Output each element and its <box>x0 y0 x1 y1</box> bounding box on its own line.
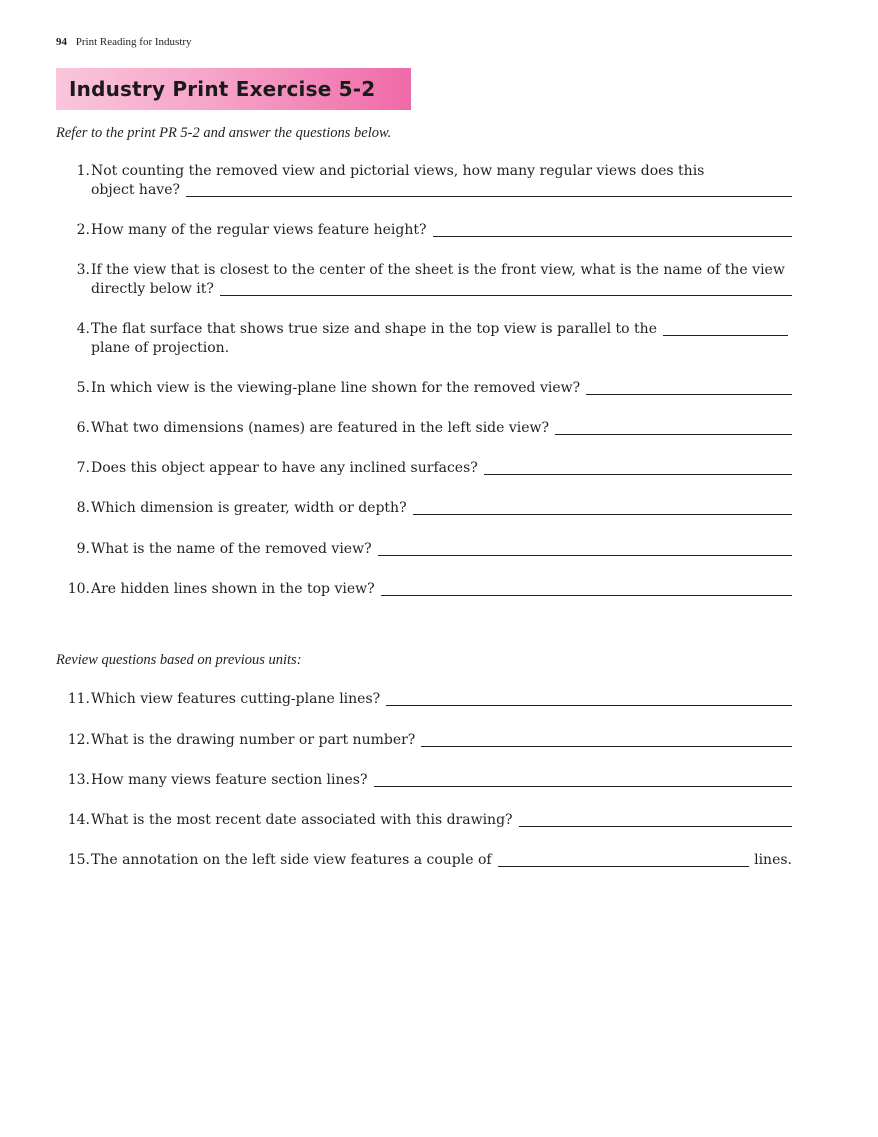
question-text: Which dimension is greater, width or depth? <box>91 500 407 516</box>
question-number: 12. <box>67 732 90 748</box>
question-text-continued: plane of projection. <box>91 340 230 356</box>
question-text: What is the most recent date associated with this drawing? <box>91 812 513 828</box>
running-head <box>56 36 192 48</box>
answer-blank[interactable] <box>378 541 792 556</box>
question-12 <box>56 732 792 752</box>
question-7 <box>56 460 792 480</box>
answer-blank[interactable] <box>421 732 792 747</box>
question-11 <box>56 691 792 711</box>
answer-blank[interactable] <box>186 182 792 197</box>
review-heading: Review questions based on previous units: <box>56 652 302 668</box>
answer-blank[interactable] <box>220 281 792 296</box>
question-number: 2. <box>76 222 90 238</box>
question-13 <box>56 772 792 792</box>
question-text: How many views feature section lines? <box>91 772 368 788</box>
question-text: How many of the regular views feature height? <box>91 222 427 238</box>
question-text: The flat surface that shows true size and shape in the top view is parallel to the <box>91 321 657 337</box>
question-text: Not counting the removed view and pictorial views, how many regular views does this <box>91 163 705 179</box>
answer-blank[interactable] <box>374 772 793 787</box>
question-text: What is the name of the removed view? <box>91 541 372 557</box>
question-text-suffix: lines. <box>754 852 792 868</box>
question-9 <box>56 541 792 561</box>
question-text: Does this object appear to have any inclined surfaces? <box>91 460 478 476</box>
question-8 <box>56 500 792 520</box>
question-14 <box>56 812 792 832</box>
answer-blank[interactable] <box>433 222 793 237</box>
question-number: 4. <box>76 321 90 337</box>
question-number: 3. <box>76 262 90 278</box>
question-4 <box>56 321 792 359</box>
question-2 <box>56 222 792 242</box>
question-1 <box>56 163 792 201</box>
answer-blank[interactable] <box>519 812 792 827</box>
question-text-continued: directly below it? <box>91 281 214 297</box>
answer-blank[interactable] <box>663 321 788 336</box>
question-text: What two dimensions (names) are featured in the left side view? <box>91 420 550 436</box>
book-title: Print Reading for Industry <box>75 36 192 48</box>
question-number: 6. <box>76 420 90 436</box>
question-text: In which view is the viewing-plane line shown for the removed view? <box>91 380 581 396</box>
exercise-title-banner <box>56 68 411 110</box>
question-text: What is the drawing number or part number? <box>91 732 416 748</box>
question-10 <box>56 581 792 601</box>
exercise-title: Industry Print Exercise 5-2 <box>69 77 376 101</box>
answer-blank[interactable] <box>484 460 792 475</box>
question-number: 13. <box>67 772 90 788</box>
question-number: 9. <box>76 541 90 557</box>
answer-blank[interactable] <box>413 500 792 515</box>
question-number: 8. <box>76 500 90 516</box>
question-text: Which view features cutting-plane lines? <box>91 691 381 707</box>
question-number: 15. <box>67 852 90 868</box>
question-number: 14. <box>67 812 90 828</box>
page-number: 94 <box>56 36 67 48</box>
answer-blank[interactable] <box>498 852 750 867</box>
answer-blank[interactable] <box>386 691 792 706</box>
answer-blank[interactable] <box>381 581 792 596</box>
question-number: 10. <box>67 581 90 597</box>
question-6 <box>56 420 792 440</box>
question-3 <box>56 262 792 300</box>
answer-blank[interactable] <box>586 380 792 395</box>
question-5 <box>56 380 792 400</box>
answer-blank[interactable] <box>555 420 792 435</box>
question-text: If the view that is closest to the center of the sheet is the front view, what is the name of the view <box>91 262 785 278</box>
question-number: 5. <box>76 380 90 396</box>
instructions: Refer to the print PR 5-2 and answer the questions below. <box>56 125 392 141</box>
question-15 <box>56 852 792 872</box>
question-number: 7. <box>76 460 90 476</box>
question-text: Are hidden lines shown in the top view? <box>91 581 375 597</box>
question-text-continued: object have? <box>91 182 180 198</box>
question-number: 1. <box>76 163 90 179</box>
question-text: The annotation on the left side view features a couple of <box>91 852 492 868</box>
question-number: 11. <box>67 691 90 707</box>
